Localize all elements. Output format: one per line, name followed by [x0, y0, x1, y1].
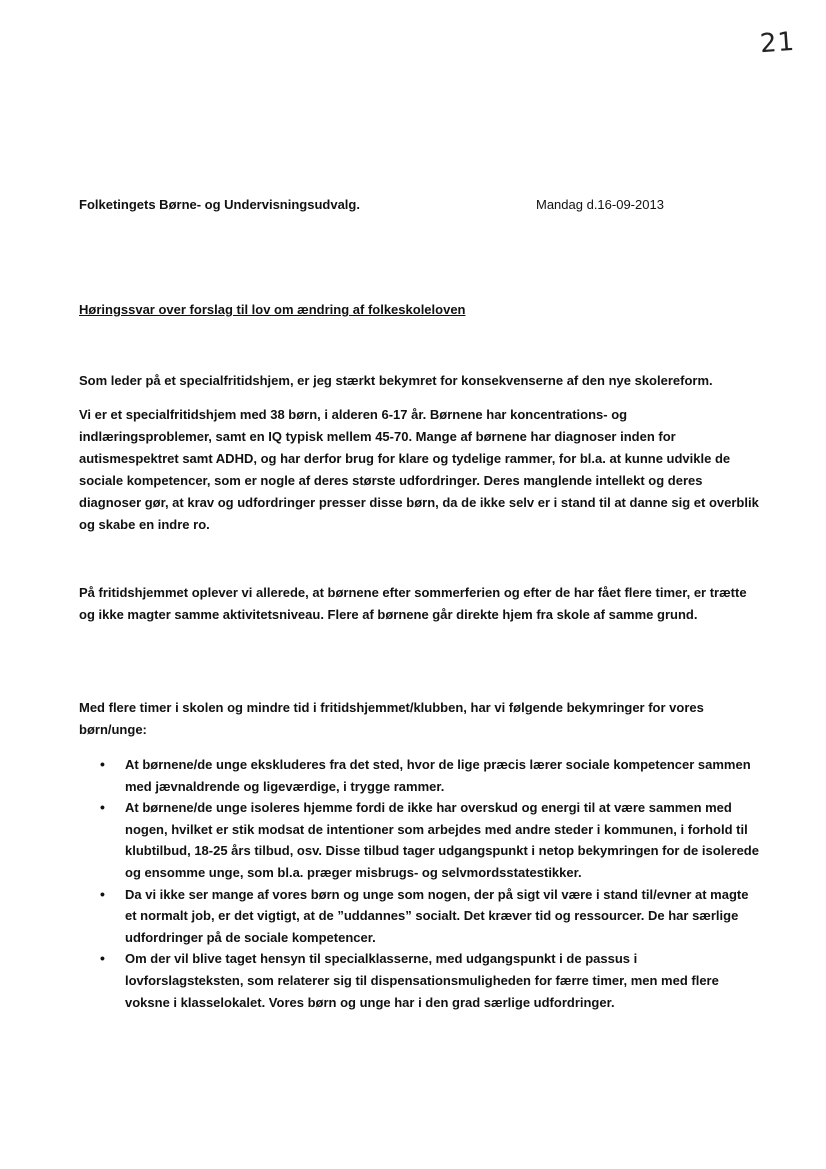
list-item-text: At børnene/de unge ekskluderes fra det sted, hvor de lige præcis lærer sociale kompetencer sammen med jævnaldrende og ligeværdige, i trygge rammer.: [125, 757, 751, 794]
concerns-intro-paragraph: Med flere timer i skolen og mindre tid i fritidshjemmet/klubben, har vi følgende bekymringer for vores børn/unge:: [79, 700, 704, 737]
handwritten-page-number: 21: [758, 26, 797, 60]
bullet-icon: •: [100, 756, 105, 772]
observation-paragraph: På fritidshjemmet oplever vi allerede, at børnene efter sommerferien og efter de har fået flere timer, er trætte og ikke magter samme aktivitetsniveau. Flere af børnene går direkte hjem fra skole af samme grund.: [79, 585, 747, 622]
bullet-icon: •: [100, 885, 105, 902]
list-item-text: Da vi ikke ser mange af vores børn og unge som nogen, der på sigt vil være i stand til/evner at magte et normalt job, er det vigtigt, at de ”uddannes” socialt. Det kræver tid og ressourcer. De har særlige udfordringer på de sociale kompetencer.: [125, 886, 749, 945]
letter-date: Mandag d.16-09-2013: [536, 197, 664, 212]
bullet-icon: •: [100, 799, 105, 816]
intro-paragraph: Som leder på et specialfritidshjem, er jeg stærkt bekymret for konsekvenserne af den nye skolereform.: [79, 373, 713, 388]
institution-paragraph: Vi er et specialfritidshjem med 38 børn, i alderen 6-17 år. Børnene har koncentrations- og indlæringsproblemer, samt en IQ typisk mellem 45-70. Mange af børnene har diagnoser inden for autismespektret samt ADHD, og har derfor brug for klare og tydelige rammer, for bl.a. at kunne udvikle de sociale kompetencer, som er nogle af deres største udfordringer. Deres manglende intellekt og deres diagnoser gør, at krav og udfordringer presser disse børn, da de ikke selv er i stand til at danne sig et overblik og skabe en indre ro.: [79, 407, 759, 532]
concerns-list: [79, 754, 759, 1013]
list-item: [79, 797, 759, 883]
list-item: [79, 948, 759, 1013]
list-item: [79, 754, 759, 797]
letter-subject: Høringssvar over forslag til lov om ændring af folkeskoleloven: [79, 302, 466, 317]
list-item: [79, 884, 759, 949]
list-item-text: Om der vil blive taget hensyn til specialklasserne, med udgangspunkt i de passus i lovforslagsteksten, som relaterer sig til dispensationsmuligheden for færre timer, men med flere voksne i klasselokalet. Vores børn og unge har i den grad særlige udfordringer.: [125, 951, 719, 1010]
list-item-text: At børnene/de unge isoleres hjemme fordi de ikke har overskud og energi til at være sammen med nogen, hvilket er stik modsat de intentioner som arbejdes med andre steder i kommunen, i forhold til klubtilbud, 18-25 års tilbud, osv. Disse tilbud tager udgangspunkt i netop bekymringen for de isolerede og ensomme unge, som bl.a. præger misbrugs- og selvmordsstatestikker.: [125, 800, 759, 880]
bullet-icon: •: [100, 950, 105, 967]
recipient-line: Folketingets Børne- og Undervisningsudvalg.: [79, 197, 360, 212]
